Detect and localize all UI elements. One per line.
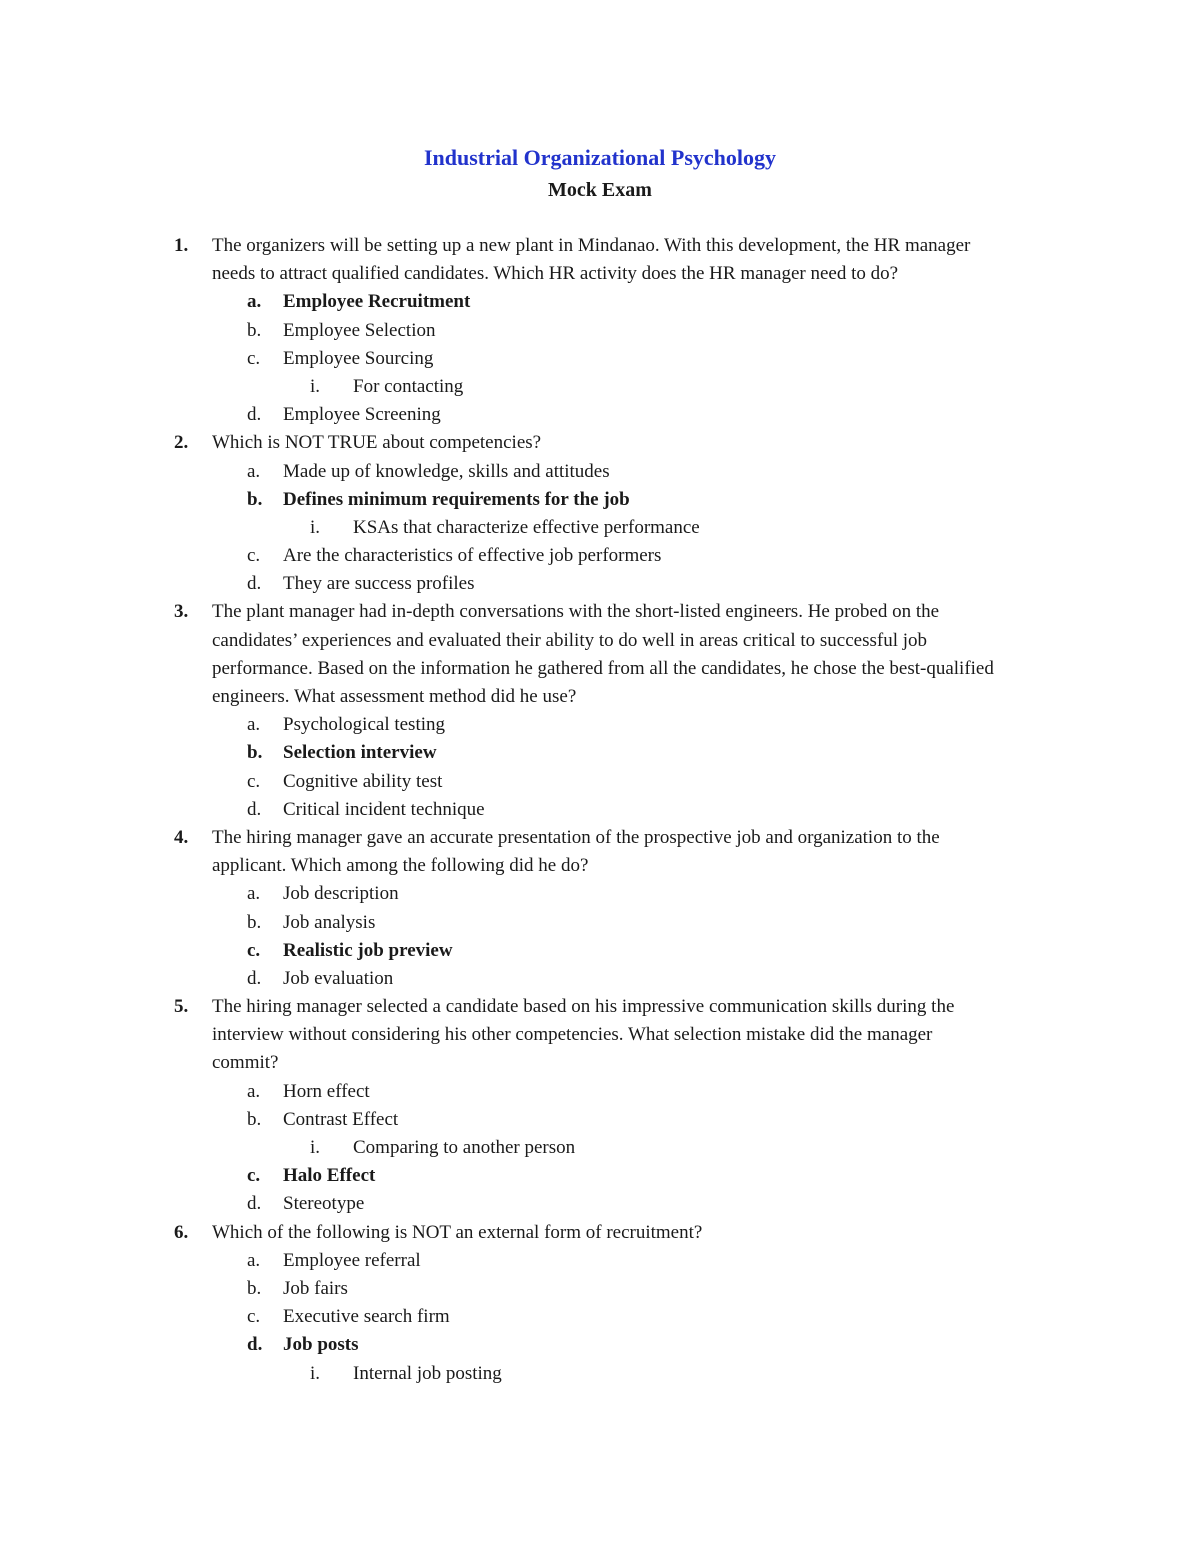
answer-option bbox=[0, 796, 1200, 824]
answer-option bbox=[0, 965, 1200, 993]
line-text: Critical incident technique bbox=[283, 798, 485, 820]
question-line bbox=[0, 993, 1200, 1021]
option-note bbox=[0, 373, 1200, 401]
answer-option bbox=[0, 542, 1200, 570]
list-marker: b. bbox=[247, 319, 262, 341]
list-marker: c. bbox=[247, 939, 261, 961]
list-marker: d. bbox=[247, 967, 262, 989]
line-text: Employee Screening bbox=[283, 404, 441, 426]
line-text: applicant. Which among the following did he do? bbox=[212, 855, 589, 877]
answer-option bbox=[0, 880, 1200, 908]
question-line bbox=[0, 655, 1200, 683]
list-marker: d. bbox=[247, 573, 262, 595]
line-text: Realistic job preview bbox=[283, 939, 453, 961]
line-text: Job evaluation bbox=[283, 967, 394, 989]
line-text: commit? bbox=[212, 1052, 279, 1074]
list-marker: d. bbox=[247, 404, 262, 426]
list-marker: a. bbox=[247, 714, 261, 736]
question-line bbox=[0, 1049, 1200, 1077]
line-text: Which of the following is NOT an external form of recruitment? bbox=[212, 1221, 703, 1243]
line-text: Employee referral bbox=[283, 1249, 421, 1271]
answer-option bbox=[0, 345, 1200, 373]
list-marker: b. bbox=[247, 1277, 262, 1299]
question-line bbox=[0, 598, 1200, 626]
question-line bbox=[0, 627, 1200, 655]
line-text: Made up of knowledge, skills and attitudes bbox=[283, 460, 610, 482]
list-marker: 5. bbox=[174, 996, 189, 1018]
line-text: The hiring manager selected a candidate based on his impressive communication skills during the bbox=[212, 996, 955, 1018]
line-text: candidates’ experiences and evaluated their ability to do well in areas critical to successful job bbox=[212, 629, 928, 651]
line-text: Job description bbox=[283, 883, 399, 905]
line-text: Stereotype bbox=[283, 1193, 365, 1215]
answer-option bbox=[0, 401, 1200, 429]
answer-option bbox=[0, 711, 1200, 739]
option-note bbox=[0, 514, 1200, 542]
list-marker: c. bbox=[247, 1306, 261, 1328]
question-line bbox=[0, 683, 1200, 711]
line-text: Halo Effect bbox=[283, 1165, 376, 1187]
list-marker: i. bbox=[310, 1362, 321, 1384]
question-line bbox=[0, 852, 1200, 880]
answer-option bbox=[0, 570, 1200, 598]
line-text: Contrast Effect bbox=[283, 1108, 399, 1130]
answer-option bbox=[0, 288, 1200, 316]
option-note bbox=[0, 1360, 1200, 1388]
list-marker: 6. bbox=[174, 1221, 189, 1243]
list-marker: d. bbox=[247, 798, 262, 820]
line-text: Which is NOT TRUE about competencies? bbox=[212, 432, 542, 454]
question-line bbox=[0, 1219, 1200, 1247]
line-text: Defines minimum requirements for the job bbox=[283, 488, 630, 510]
answer-option bbox=[0, 1190, 1200, 1218]
answer-option bbox=[0, 909, 1200, 937]
answer-option bbox=[0, 486, 1200, 514]
document-subtitle: Mock Exam bbox=[548, 179, 652, 201]
answer-option bbox=[0, 1162, 1200, 1190]
line-text: needs to attract qualified candidates. Which HR activity does the HR manager need to do? bbox=[212, 263, 899, 285]
question-line bbox=[0, 260, 1200, 288]
line-text: performance. Based on the information he gathered from all the candidates, he chose the best-qualified bbox=[212, 657, 994, 679]
question-line bbox=[0, 232, 1200, 260]
line-text: engineers. What assessment method did he use? bbox=[212, 686, 577, 707]
question-line bbox=[0, 429, 1200, 457]
list-marker: i. bbox=[310, 516, 321, 538]
list-marker: a. bbox=[247, 883, 261, 905]
list-marker: a. bbox=[247, 460, 261, 482]
answer-option bbox=[0, 1331, 1200, 1359]
line-text: The organizers will be setting up a new plant in Mindanao. With this development, the HR manager bbox=[212, 235, 971, 256]
answer-option bbox=[0, 458, 1200, 486]
answer-option bbox=[0, 1078, 1200, 1106]
list-marker: d. bbox=[247, 1193, 262, 1215]
question-line bbox=[0, 1021, 1200, 1049]
line-text: KSAs that characterize effective performance bbox=[353, 516, 700, 538]
line-text: They are success profiles bbox=[283, 573, 475, 595]
answer-option bbox=[0, 317, 1200, 345]
list-marker: d. bbox=[247, 1334, 263, 1356]
answer-option bbox=[0, 1106, 1200, 1134]
list-marker: i. bbox=[310, 1137, 321, 1158]
answer-option bbox=[0, 1247, 1200, 1275]
list-marker: c. bbox=[247, 545, 261, 567]
answer-option bbox=[0, 937, 1200, 965]
list-marker: 4. bbox=[174, 826, 189, 848]
list-marker: c. bbox=[247, 347, 261, 369]
line-text: Psychological testing bbox=[283, 714, 446, 736]
list-marker: c. bbox=[247, 1165, 261, 1187]
list-marker: b. bbox=[247, 742, 263, 764]
line-text: Job fairs bbox=[283, 1277, 348, 1299]
list-marker: c. bbox=[247, 770, 261, 792]
list-marker: 2. bbox=[174, 432, 189, 454]
question-line bbox=[0, 824, 1200, 852]
line-text: The hiring manager gave an accurate presentation of the prospective job and organization to the bbox=[212, 826, 940, 848]
line-text: Job posts bbox=[283, 1334, 359, 1356]
line-text: For contacting bbox=[353, 375, 464, 397]
question-list bbox=[0, 232, 1200, 1388]
list-marker: a. bbox=[247, 1249, 261, 1271]
line-text: Comparing to another person bbox=[353, 1137, 576, 1158]
answer-option bbox=[0, 1275, 1200, 1303]
line-text: Are the characteristics of effective job performers bbox=[283, 545, 662, 567]
line-text: Employee Recruitment bbox=[283, 291, 471, 313]
line-text: Internal job posting bbox=[353, 1362, 502, 1384]
line-text: Employee Selection bbox=[283, 319, 436, 341]
list-marker: b. bbox=[247, 1108, 262, 1130]
line-text: The plant manager had in-depth conversations with the short-listed engineers. He probed on the bbox=[212, 601, 940, 623]
list-marker: b. bbox=[247, 911, 262, 933]
list-marker: 3. bbox=[174, 601, 189, 623]
line-text: Job analysis bbox=[283, 911, 376, 933]
list-marker: b. bbox=[247, 488, 263, 510]
line-text: Cognitive ability test bbox=[283, 770, 443, 792]
list-marker: i. bbox=[310, 375, 321, 397]
answer-option bbox=[0, 768, 1200, 796]
list-marker: a. bbox=[247, 291, 262, 313]
line-text: Selection interview bbox=[283, 742, 437, 764]
answer-option bbox=[0, 739, 1200, 767]
option-note bbox=[0, 1134, 1200, 1162]
line-text: Horn effect bbox=[283, 1080, 370, 1102]
document-title: Industrial Organizational Psychology bbox=[423, 145, 777, 170]
line-text: Employee Sourcing bbox=[283, 347, 434, 369]
line-text: interview without considering his other competencies. What selection mistake did the manager bbox=[212, 1024, 933, 1046]
list-marker: 1. bbox=[174, 235, 189, 256]
line-text: Executive search firm bbox=[283, 1306, 450, 1328]
list-marker: a. bbox=[247, 1080, 261, 1102]
answer-option bbox=[0, 1303, 1200, 1331]
